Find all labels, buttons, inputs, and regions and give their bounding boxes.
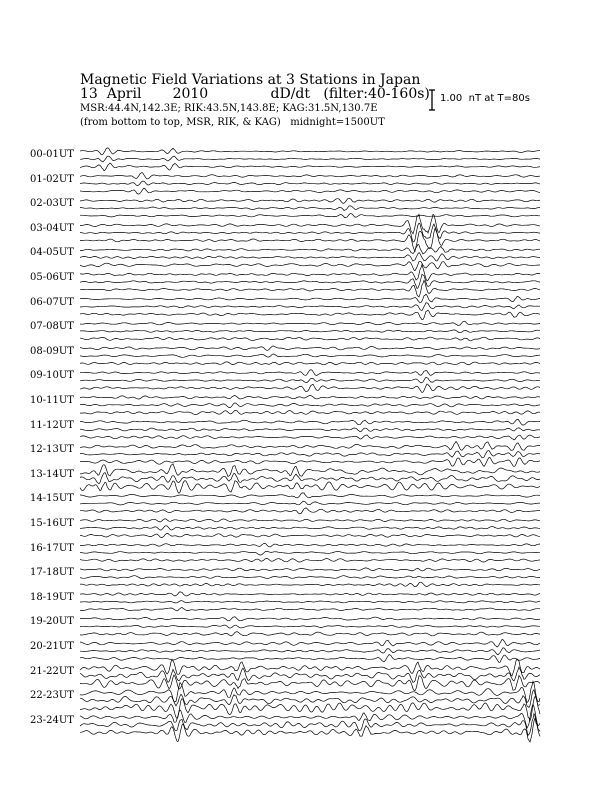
trace-kag-16-17UT — [80, 543, 540, 547]
hour-label: 22-23UT — [30, 690, 74, 702]
hour-label: 07-08UT — [30, 321, 74, 333]
trace-msr-20-21UT — [80, 655, 540, 663]
trace-rik-04-05UT — [80, 253, 540, 261]
trace-rik-08-09UT — [80, 354, 540, 357]
trace-msr-13-14UT — [80, 481, 540, 494]
trace-kag-15-16UT — [80, 519, 540, 522]
trace-msr-18-19UT — [80, 607, 540, 611]
trace-rik-03-04UT — [80, 223, 540, 242]
trace-rik-00-01UT — [80, 156, 540, 162]
hour-label: 16-17UT — [30, 542, 74, 554]
hour-label: 04-05UT — [30, 247, 74, 259]
trace-rik-14-15UT — [80, 501, 540, 505]
hour-label: 14-15UT — [30, 493, 74, 505]
trace-rik-06-07UT — [80, 303, 540, 311]
station-coordinates: MSR:44.4N,142.3E; RIK:43.5N,143.8E; KAG:31.5N,130.7E — [80, 103, 378, 114]
trace-msr-16-17UT — [80, 558, 540, 562]
trace-msr-09-10UT — [80, 384, 540, 393]
trace-kag-12-13UT — [80, 441, 540, 450]
trace-msr-01-02UT — [80, 188, 540, 194]
trace-kag-10-11UT — [80, 396, 540, 400]
trace-msr-11-12UT — [80, 435, 540, 440]
station-order-note: (from bottom to top, MSR, RIK, & KAG) midnight=1500UT — [80, 117, 385, 128]
trace-rik-09-10UT — [80, 377, 540, 383]
trace-msr-07-08UT — [80, 337, 540, 341]
trace-rik-21-22UT — [80, 667, 540, 682]
hour-label: 17-18UT — [30, 567, 74, 579]
trace-kag-18-19UT — [80, 592, 540, 596]
hour-label: 20-21UT — [30, 641, 74, 652]
trace-kag-07-08UT — [80, 321, 540, 325]
hour-label: 08-09UT — [30, 345, 74, 357]
trace-rik-13-14UT — [80, 473, 540, 484]
trace-msr-06-07UT — [80, 310, 540, 320]
trace-kag-14-15UT — [80, 493, 540, 498]
trace-kag-04-05UT — [80, 244, 540, 254]
trace-msr-10-11UT — [80, 410, 540, 414]
trace-rik-11-12UT — [80, 428, 540, 432]
trace-kag-02-03UT — [80, 198, 540, 203]
trace-rik-15-16UT — [80, 526, 540, 530]
trace-kag-11-12UT — [80, 419, 540, 425]
trace-kag-09-10UT — [80, 370, 540, 376]
trace-kag-05-06UT — [80, 265, 540, 281]
trace-kag-20-21UT — [80, 640, 540, 648]
hour-label: 02-03UT — [30, 198, 74, 210]
trace-msr-17-18UT — [80, 582, 540, 587]
trace-msr-14-15UT — [80, 508, 540, 514]
hour-label: 11-12UT — [30, 419, 74, 431]
trace-kag-21-22UT — [80, 659, 540, 676]
hour-label: 06-07UT — [30, 296, 74, 308]
hour-label: 00-01UT — [30, 149, 74, 160]
trace-kag-08-09UT — [80, 346, 540, 351]
date-line: 13 April 2010 dD/dt (filter:40-160s) — [80, 86, 430, 102]
hour-label: 13-14UT — [30, 468, 74, 480]
trace-rik-19-20UT — [80, 625, 540, 628]
hour-label: 15-16UT — [30, 518, 74, 529]
trace-kag-06-07UT — [80, 294, 540, 303]
trace-msr-02-03UT — [80, 214, 540, 218]
trace-rik-16-17UT — [80, 551, 540, 555]
trace-msr-19-20UT — [80, 632, 540, 636]
trace-msr-08-09UT — [80, 362, 540, 365]
trace-rik-18-19UT — [80, 600, 540, 603]
trace-rik-01-02UT — [80, 181, 540, 186]
trace-rik-20-21UT — [80, 648, 540, 655]
trace-kag-19-20UT — [80, 617, 540, 621]
hour-label: 21-22UT — [30, 665, 74, 677]
hour-label: 18-19UT — [30, 591, 74, 603]
trace-msr-23-24UT — [80, 718, 540, 742]
chart-title: Magnetic Field Variations at 3 Stations in Japan — [80, 72, 421, 88]
trace-rik-17-18UT — [80, 576, 540, 579]
trace-kag-00-01UT — [80, 148, 540, 155]
hour-label: 09-10UT — [30, 370, 74, 382]
trace-kag-17-18UT — [80, 568, 540, 571]
trace-msr-04-05UT — [80, 262, 540, 271]
trace-msr-12-13UT — [80, 458, 540, 467]
hour-label: 10-11UT — [30, 395, 74, 406]
trace-rik-10-11UT — [80, 403, 540, 408]
trace-rik-12-13UT — [80, 451, 540, 458]
trace-msr-15-16UT — [80, 533, 540, 537]
hour-label: 01-02UT — [30, 173, 74, 185]
hour-label: 12-13UT — [30, 444, 74, 456]
trace-rik-02-03UT — [80, 206, 540, 211]
trace-kag-13-14UT — [80, 464, 540, 477]
hour-label: 03-04UT — [30, 222, 74, 234]
trace-msr-00-01UT — [80, 163, 540, 171]
trace-rik-07-08UT — [80, 330, 540, 333]
trace-kag-03-04UT — [80, 214, 540, 234]
hour-label: 19-20UT — [30, 616, 74, 628]
trace-kag-01-02UT — [80, 172, 540, 179]
hour-label: 23-24UT — [30, 714, 74, 726]
hour-label: 05-06UT — [30, 272, 74, 283]
scale-label: 1.00 nT at T=80s — [440, 93, 530, 104]
trace-rik-05-06UT — [80, 274, 540, 288]
